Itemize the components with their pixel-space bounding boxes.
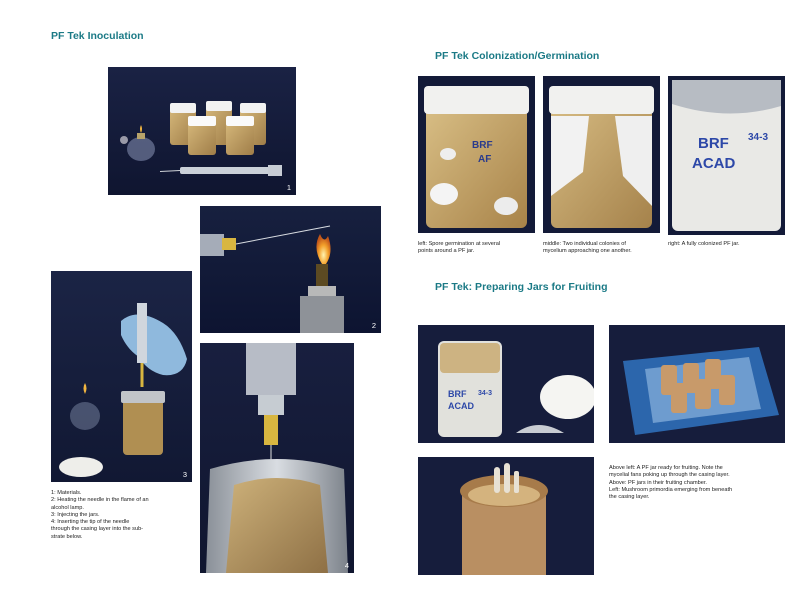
photo-spore-germination <box>418 76 535 233</box>
photo-injecting <box>51 271 192 482</box>
figure-number-4: 4 <box>344 561 349 570</box>
photo-fruiting-chamber <box>609 325 785 443</box>
jar-label-brf: BRF <box>448 389 467 399</box>
jar-label-af: AF <box>478 154 492 165</box>
jar-lid <box>59 457 103 477</box>
heading-colonization: PF Tek Colonization/Germination <box>435 50 600 62</box>
jar-label-acad: ACAD <box>692 155 736 172</box>
heading-inoculation: PF Tek Inoculation <box>51 30 144 42</box>
figure-number-1: 1 <box>286 183 291 192</box>
figure-number-3: 3 <box>182 470 187 479</box>
photo-two-colonies <box>543 76 660 233</box>
jar <box>121 391 165 455</box>
photo-needle-flame <box>200 206 381 333</box>
jar-label-brf: BRF <box>698 135 729 152</box>
figure-number-2: 2 <box>371 321 376 330</box>
photo-primordia <box>418 457 594 575</box>
caption-colonization-middle: middle: Two individual colonies of mycelium approaching one another. <box>543 241 632 255</box>
heading-preparing: PF Tek: Preparing Jars for Fruiting <box>435 281 608 293</box>
jar-label-brf: BRF <box>472 140 493 151</box>
caption-colonization-left: left: Spore germination at several points around a PF jar. <box>418 241 501 255</box>
photo-jar-ready <box>418 325 594 443</box>
caption-fruiting: Above left: A PF jar ready for fruiting. Note the mycelial fans poking up through the casing layer. Above: PF jars in their fruiting chamber. Left: Mushroom primordia emerging from beneath the casing layer. <box>609 465 733 501</box>
substrate <box>226 478 328 573</box>
photo-needle-casing <box>200 343 354 573</box>
jar-label-acad: ACAD <box>448 401 474 411</box>
caption-inoculation: 1: Materials. 2: Heating the needle in the flame of an alcohol lamp. 3: Injecting the jars. 4: Inserting the tip of the needle through the casing layer into the sub- strate below. <box>51 490 149 540</box>
jar-label-number: 34-3 <box>748 132 769 143</box>
caption-colonization-right: right: A fully colonized PF jar. <box>668 241 740 247</box>
jar-label-number: 34-3 <box>478 390 493 397</box>
photo-materials <box>108 67 296 195</box>
photo-fully-colonized <box>668 76 785 235</box>
